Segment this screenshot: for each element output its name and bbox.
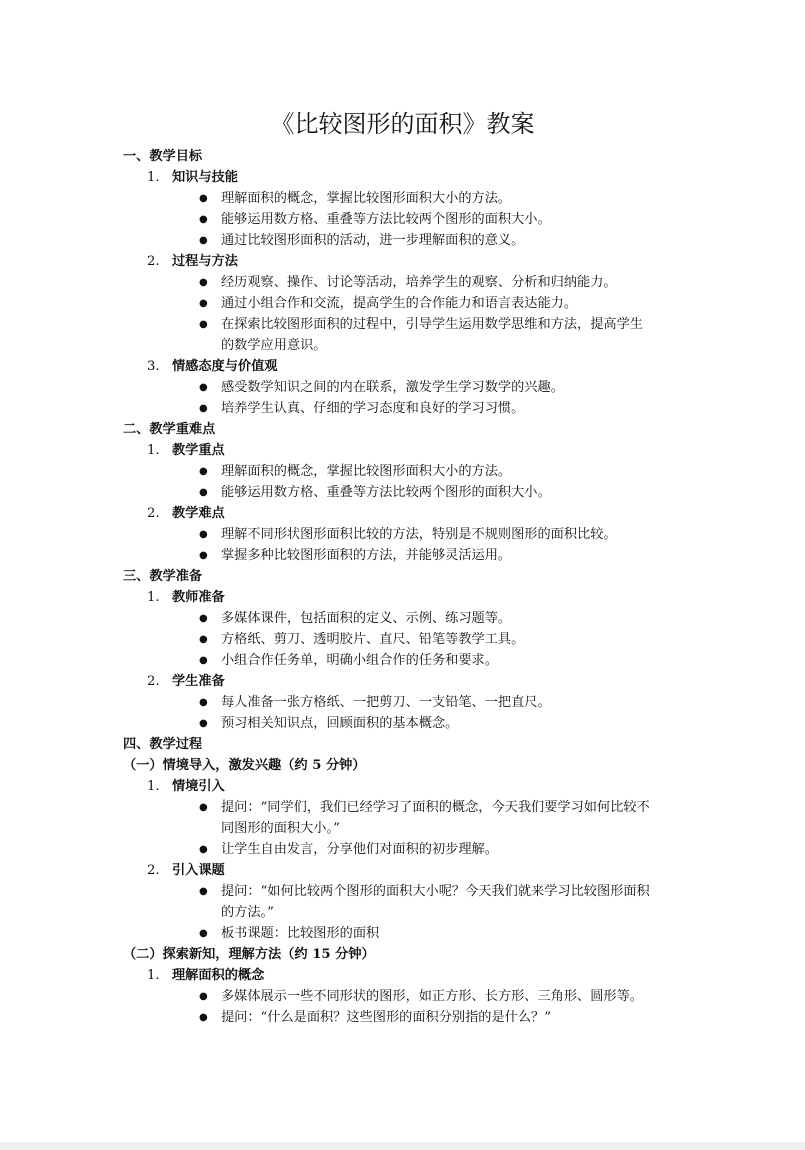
bullet-dot-icon: ● (199, 802, 208, 813)
bullet-dot-icon: ● (199, 718, 208, 729)
bullet-item (0, 209, 805, 230)
item-number: 1. (147, 170, 160, 185)
bullet-text: 感受数学知识之间的内在联系，激发学生学习数学的兴趣。 (221, 380, 564, 395)
bullet-item (0, 881, 805, 902)
item-label: 教学重点 (172, 443, 225, 458)
bullet-text: 每人准备一张方格纸、一把剪刀、一支铅笔、一把直尺。 (221, 695, 551, 710)
numbered-item (0, 965, 805, 986)
bullet-item (0, 692, 805, 713)
bullet-text: 提问：“如何比较两个图形的面积大小呢？今天我们就来学习比较图形面积 (221, 884, 650, 899)
bullet-text: 方格纸、剪刀、透明胶片、直尺、铅笔等教学工具。 (221, 632, 525, 647)
bullet-item (0, 272, 805, 293)
bullet-item (0, 188, 805, 209)
item-number: 3. (147, 359, 160, 374)
bullet-dot-icon: ● (199, 613, 208, 624)
numbered-item (0, 587, 805, 608)
numbered-item (0, 167, 805, 188)
numbered-item (0, 503, 805, 524)
numbered-item (0, 776, 805, 797)
bullet-item (0, 713, 805, 734)
bullet-continuation: 的数学应用意识。 (221, 338, 327, 353)
bullet-text: 能够运用数方格、重叠等方法比较两个图形的面积大小。 (221, 212, 551, 227)
bullet-item (0, 650, 805, 671)
numbered-item (0, 671, 805, 692)
item-label: 引入课题 (172, 863, 225, 878)
numbered-item (0, 356, 805, 377)
bullet-text: 提问：“什么是面积？这些图形的面积分别指的是什么？” (221, 1010, 551, 1025)
subsection-heading: （二）探索新知，理解方法（约 15 分钟） (123, 947, 375, 962)
bullet-text: 能够运用数方格、重叠等方法比较两个图形的面积大小。 (221, 485, 551, 500)
bullet-item (0, 461, 805, 482)
bullet-dot-icon: ● (199, 235, 208, 246)
bullet-dot-icon: ● (199, 697, 208, 708)
bullet-item (0, 398, 805, 419)
bullet-dot-icon: ● (199, 403, 208, 414)
item-label: 理解面积的概念 (172, 968, 265, 983)
bullet-item (0, 524, 805, 545)
bullet-text: 掌握多种比较图形面积的方法，并能够灵活运用。 (221, 548, 512, 563)
document-title: 《比较图形的面积》教案 (270, 110, 535, 138)
bullet-text: 通过小组合作和交流，提高学生的合作能力和语言表达能力。 (221, 296, 578, 311)
bullet-text: 培养学生认真、仔细的学习态度和良好的学习习惯。 (221, 401, 525, 416)
bullet-text: 经历观察、操作、讨论等活动，培养学生的观察、分析和归纳能力。 (221, 275, 617, 290)
bullet-dot-icon: ● (199, 655, 208, 666)
bullet-text: 理解面积的概念，掌握比较图形面积大小的方法。 (221, 464, 512, 479)
bullet-item (0, 314, 805, 335)
item-label: 知识与技能 (172, 170, 238, 185)
bullet-dot-icon: ● (199, 550, 208, 561)
bullet-dot-icon: ● (199, 634, 208, 645)
bullet-dot-icon: ● (199, 277, 208, 288)
bullet-item (0, 629, 805, 650)
bullet-item (0, 923, 805, 944)
bullet-text: 通过比较图形面积的活动，进一步理解面积的意义。 (221, 233, 525, 248)
bullet-item (0, 608, 805, 629)
bullet-continuation: 的方法。” (221, 905, 274, 920)
bullet-dot-icon: ● (199, 298, 208, 309)
bullet-item (0, 839, 805, 860)
bullet-dot-icon: ● (199, 991, 208, 1002)
bullet-item (0, 986, 805, 1007)
item-number: 1. (147, 590, 160, 605)
document-body (0, 146, 805, 1028)
section-heading: 四、教学过程 (123, 737, 203, 752)
bullet-item (0, 293, 805, 314)
numbered-item (0, 860, 805, 881)
bullet-dot-icon: ● (199, 487, 208, 498)
item-label: 情感态度与价值观 (172, 359, 278, 374)
bullet-item (0, 230, 805, 251)
item-number: 2. (147, 254, 160, 269)
bullet-dot-icon: ● (199, 1012, 208, 1023)
bullet-text: 让学生自由发言，分享他们对面积的初步理解。 (221, 842, 498, 857)
bullet-text: 理解不同形状图形面积比较的方法，特别是不规则图形的面积比较。 (221, 527, 617, 542)
item-label: 学生准备 (172, 674, 225, 689)
bullet-dot-icon: ● (199, 529, 208, 540)
bullet-dot-icon: ● (199, 382, 208, 393)
section-heading: 二、教学重难点 (123, 422, 216, 437)
bullet-dot-icon: ● (199, 214, 208, 225)
bullet-text: 预习相关知识点，回顾面积的基本概念。 (221, 716, 459, 731)
bullet-item (0, 377, 805, 398)
bullet-item (0, 545, 805, 566)
item-number: 1. (147, 779, 160, 794)
bullet-text: 理解面积的概念，掌握比较图形面积大小的方法。 (221, 191, 512, 206)
subsection-heading: （一）情境导入，激发兴趣（约 5 分钟） (123, 758, 366, 773)
item-label: 情境引入 (172, 779, 225, 794)
bullet-text: 提问：“同学们，我们已经学习了面积的概念，今天我们要学习如何比较不 (221, 800, 650, 815)
numbered-item (0, 440, 805, 461)
bullet-dot-icon: ● (199, 928, 208, 939)
item-label: 教学难点 (172, 506, 225, 521)
bullet-continuation: 同图形的面积大小。” (221, 821, 340, 836)
bullet-item (0, 482, 805, 503)
bullet-dot-icon: ● (199, 193, 208, 204)
bullet-text: 在探索比较图形面积的过程中，引导学生运用数学思维和方法，提高学生 (221, 317, 643, 332)
bullet-item (0, 1007, 805, 1028)
section-heading: 一、教学目标 (123, 149, 203, 164)
item-label: 教师准备 (172, 590, 225, 605)
bullet-dot-icon: ● (199, 319, 208, 330)
page-bottom-edge (0, 1142, 805, 1150)
bullet-dot-icon: ● (199, 844, 208, 855)
bullet-text: 多媒体课件，包括面积的定义、示例、练习题等。 (221, 611, 512, 626)
item-number: 1. (147, 968, 160, 983)
bullet-text: 多媒体展示一些不同形状的图形，如正方形、长方形、三角形、圆形等。 (221, 989, 643, 1004)
bullet-dot-icon: ● (199, 886, 208, 897)
item-number: 2. (147, 674, 160, 689)
section-heading: 三、教学准备 (123, 569, 203, 584)
item-number: 2. (147, 863, 160, 878)
bullet-text: 板书课题：比较图形的面积 (221, 926, 380, 941)
numbered-item (0, 251, 805, 272)
bullet-dot-icon: ● (199, 466, 208, 477)
item-number: 1. (147, 443, 160, 458)
bullet-item (0, 797, 805, 818)
item-number: 2. (147, 506, 160, 521)
item-label: 过程与方法 (172, 254, 238, 269)
bullet-text: 小组合作任务单，明确小组合作的任务和要求。 (221, 653, 498, 668)
